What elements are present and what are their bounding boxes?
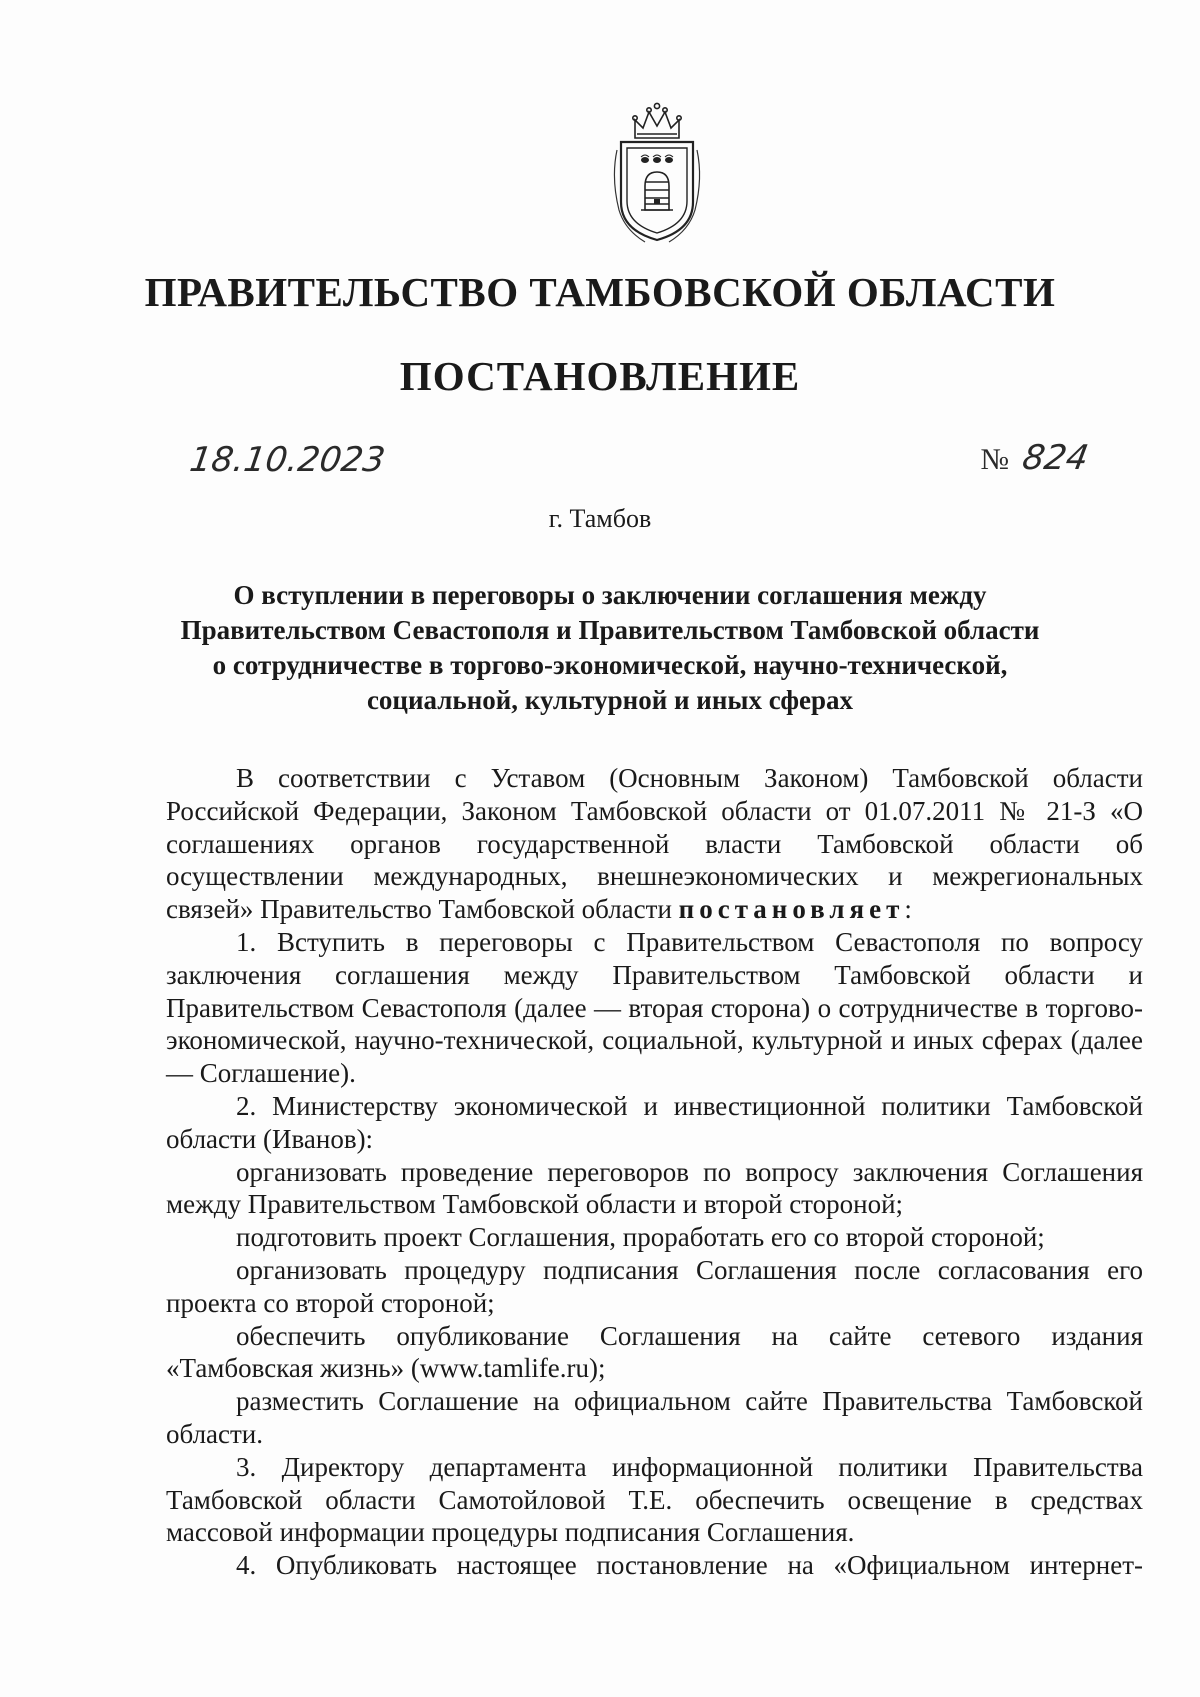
- document-type-title: ПОСТАНОВЛЕНИЕ: [399, 353, 801, 399]
- clause-2-item: подготовить проект Соглашения, проработать его со второй стороной;: [236, 1222, 1045, 1253]
- city-line: г. Тамбов: [548, 504, 652, 533]
- tambov-coat-of-arms-icon: [607, 98, 707, 248]
- preamble-text: В соответствии с Уставом (Основным Законом) Тамбовской области Российской Федерации, Законом Тамбовской области от 01.07.2011 № 21-З «О соглашениях органов государственной власти Тамбовской области об осуществлении международных, внешнеэкономических и межрегиональных связей» Правительство Тамбовской области: [166, 763, 1143, 925]
- document-number: [980, 438, 1092, 478]
- document-date: 18.10.2023: [187, 440, 388, 480]
- document-subject: [160, 578, 1060, 718]
- subject-line: о сотрудничестве в торгово-экономической, научно-технической,: [212, 650, 1008, 680]
- subject-line: социальной, культурной и иных сферах: [366, 685, 854, 715]
- decree-word: постановляет: [678, 894, 905, 925]
- organization-title: ПРАВИТЕЛЬСТВО ТАМБОВСКОЙ ОБЛАСТИ: [144, 269, 1056, 315]
- clause-2: 2. Министерству экономической и инвестиционной политики Тамбовской области (Иванов):: [166, 1090, 1143, 1154]
- subject-line: Правительством Севастополя и Правительством Тамбовской области: [180, 615, 1040, 645]
- clause-2-item: организовать процедуру подписания Соглашения после согласования его проекта со второй стороной;: [166, 1254, 1143, 1318]
- document-body: [166, 762, 1143, 1582]
- decree-colon: :: [904, 894, 912, 925]
- preamble-paragraph: [166, 762, 1143, 926]
- clause-3: 3. Директору департамента информационной политики Правительства Тамбовской области Самотойловой Т.Е. обеспечить освещение в средствах массовой информации процедуры подписания Соглашения.: [166, 1451, 1143, 1548]
- clause-2-item: организовать проведение переговоров по вопросу заключения Соглашения между Правительством Тамбовской области и второй стороной;: [166, 1156, 1143, 1220]
- number-sign: №: [980, 443, 1010, 476]
- clause-2-item: разместить Соглашение на официальном сайте Правительства Тамбовской области.: [166, 1386, 1143, 1449]
- subject-line: О вступлении в переговоры о заключении соглашения между: [233, 580, 987, 610]
- number-value: 824: [1019, 438, 1092, 478]
- clause-1: 1. Вступить в переговоры с Правительством Севастополя по вопросу заключения соглашения между Правительством Тамбовской области и Правительством Севастополя (далее — вторая сторона) о сотрудничестве в торгово-экономической, научно-технической, социальной, культурной и иных сферах (далее — Соглашение).: [166, 926, 1143, 1089]
- clause-4: 4. Опубликовать настоящее постановление на «Официальном интернет-: [236, 1550, 1143, 1581]
- clause-2-item: обеспечить опубликование Соглашения на сайте сетевого издания «Тамбовская жизнь» (www.tamlife.ru);: [166, 1320, 1143, 1384]
